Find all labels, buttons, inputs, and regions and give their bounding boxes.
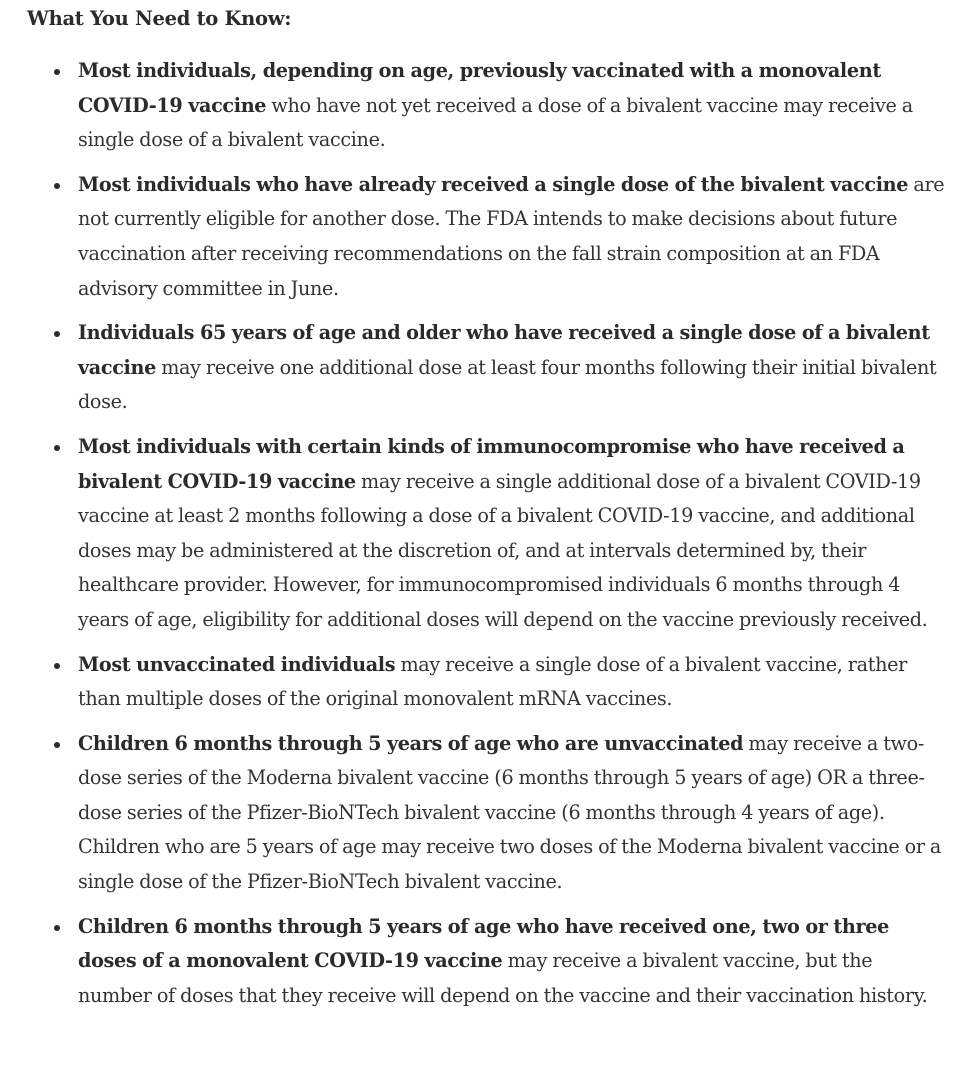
list-item xyxy=(27,316,980,420)
item-body-text: may receive a single dose of a bivalent vaccine, rather than multiple doses of the original monovalent mRNA vaccines. xyxy=(78,652,907,711)
guidance-list xyxy=(27,54,980,1013)
item-lead-text: Children 6 months through 5 years of age who are unvaccinated xyxy=(78,731,744,755)
bullet-icon xyxy=(54,742,60,748)
bullet-icon xyxy=(54,445,60,451)
item-lead-text: Most unvaccinated individuals xyxy=(78,652,396,676)
item-lead-text: Most individuals, depending on age, previously vaccinated with a monovalent COVID-19 vaccine xyxy=(78,59,881,117)
list-item xyxy=(27,910,980,1014)
bullet-icon xyxy=(54,183,60,189)
section-heading: What You Need to Know: xyxy=(27,7,292,30)
list-item xyxy=(27,727,980,900)
bullet-icon xyxy=(54,663,60,669)
item-lead-text: Individuals 65 years of age and older who have received a single dose of a bivalent vaccine xyxy=(78,321,930,379)
list-item xyxy=(27,648,980,717)
item-body-text: are not currently eligible for another dose. The FDA intends to make decisions about future vaccination after receiving recommendations on the fall strain composition at an FDA advisory committee in June. xyxy=(78,172,945,300)
list-item xyxy=(27,168,980,306)
item-lead-text: Children 6 months through 5 years of age who have received one, two or three doses of a monovalent COVID-19 vaccine xyxy=(78,914,889,973)
bullet-icon xyxy=(54,69,60,75)
list-item xyxy=(27,430,980,638)
item-body-text: may receive a bivalent vaccine, but the number of doses that they receive will depend on the vaccine and their vaccination history. xyxy=(78,949,928,1007)
list-item xyxy=(27,54,980,158)
item-body-text: may receive a single additional dose of a bivalent COVID-19 vaccine at least 2 months following a dose of a bivalent COVID-19 vaccine, and additional doses may be administered at the discretion of, and at intervals determined by, their healthcare provider. However, for immunocompromised individuals 6 months through 4 years of age, eligibility for additional doses will depend on the vaccine previously received. xyxy=(78,469,928,631)
item-lead-text: Most individuals who have already received a single dose of the bivalent vaccine xyxy=(78,172,909,196)
item-lead-text: Most individuals with certain kinds of immunocompromise who have received a bivalent COVID-19 vaccine xyxy=(78,434,905,493)
item-body-text: who have not yet received a dose of a bivalent vaccine may receive a single dose of a bivalent vaccine. xyxy=(78,93,913,152)
item-body-text: may receive one additional dose at least four months following their initial bivalent dose. xyxy=(78,355,937,414)
bullet-icon xyxy=(54,331,60,337)
item-body-text: may receive a two-dose series of the Moderna bivalent vaccine (6 months through 5 years of age) OR a three-dose series of the Pfizer-BioNTech bivalent vaccine (6 months through 4 years of age). Children who are 5 years of age may receive two doses of the Moderna bivalent vaccine or a single dose of the Pfizer-BioNTech bivalent vaccine. xyxy=(78,731,941,894)
bullet-icon xyxy=(54,925,60,931)
